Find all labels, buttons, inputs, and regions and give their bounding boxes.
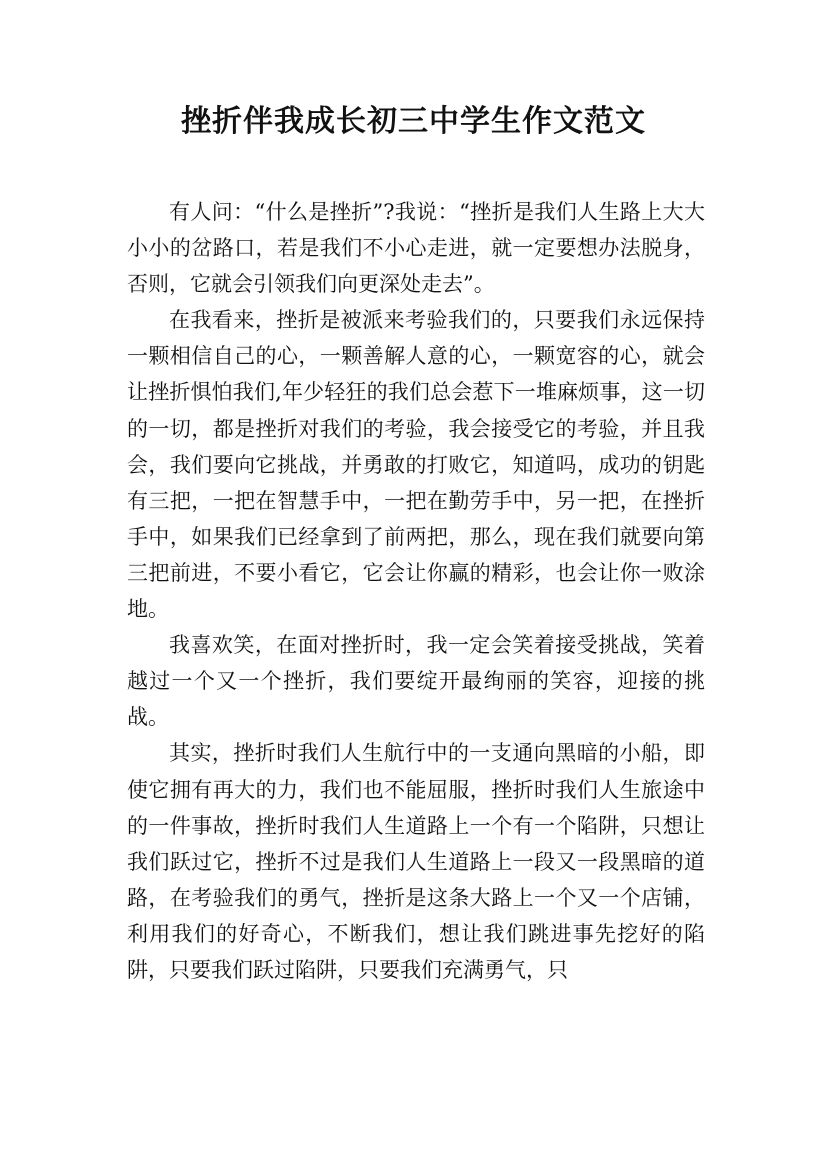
paragraph-4: 其实，挫折时我们人生航行中的一支通向黑暗的小船，即使它拥有再大的力，我们也不能屈服，挫折时我们人生旅途中的一件事故，挫折时我们人生道路上一个有一个陷阱，只想让我们跃过它，挫折不过是我们人生道路上一段又一段黑暗的道路，在考验我们的勇气，挫折是这条大路上一个又一个店铺，利用我们的好奇心，不断我们，想让我们跳进事先挖好的陷阱，只要我们跃过陷阱，只要我们充满勇气，只 — [127, 741, 705, 982]
paragraph-3: 我喜欢笑，在面对挫折时，我一定会笑着接受挑战，笑着越过一个又一个挫折，我们要绽开最绚丽的笑容，迎接的挑战。 — [127, 633, 705, 730]
document-title: 挫折伴我成长初三中学生作文范文 — [181, 104, 646, 139]
paragraph-1: 有人问：“什么是挫折”?我说：“挫折是我们人生路上大大小小的岔路口，若是我们不小心走进，就一定要想办法脱身，否则，它就会引领我们向更深处走去”。 — [127, 200, 705, 297]
paragraph-2: 在我看来，挫折是被派来考验我们的，只要我们永远保持一颗相信自己的心，一颗善解人意的心，一颗宽容的心，就会让挫折惧怕我们,年少轻狂的我们总会惹下一堆麻烦事，这一切的一切，都是挫折对我们的考验，我会接受它的考验，并且我会，我们要向它挑战，并勇敢的打败它，知道吗，成功的钥匙有三把，一把在智慧手中，一把在勤劳手中，另一把，在挫折手中，如果我们已经拿到了前两把，那么，现在我们就要向第三把前进，不要小看它，它会让你赢的精彩，也会让你一败涂地。 — [127, 308, 705, 622]
document-body — [127, 194, 705, 988]
